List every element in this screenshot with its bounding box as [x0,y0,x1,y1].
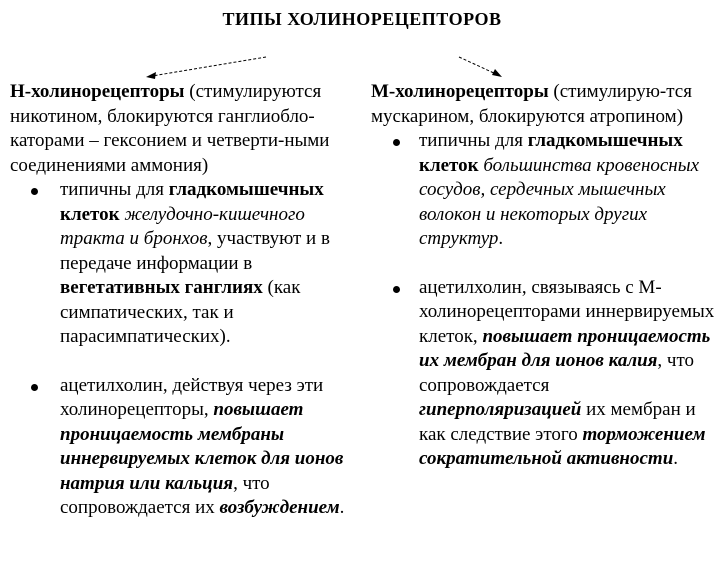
right-arrow-line [459,57,496,74]
m-receptors-name: М-холинорецепторы [371,81,549,102]
m-receptors-column [371,80,716,472]
left-arrow-line [152,57,266,76]
left-arrow-head [146,72,156,79]
right-arrow-head [492,69,502,77]
bullet-icon [31,188,38,195]
m-receptors-heading: М-холинорецепторы (стимулирую-тся мускарином, блокируются атропином) [371,81,692,127]
page-title: ТИПЫ ХОЛИНОРЕЦЕПТОРОВ [222,9,502,29]
bullet-icon [393,286,400,293]
list-item: типичны для гладкомышечных клеток желудочно-кишечного тракта и бронхов, участвуют и в передаче информации в вегетативных ганглиях (как симпатических, так и парасимпатических). [10,178,362,350]
list-item: ацетилхолин, связываясь с М-холинорецепторами иннервируемых клеток, повышает проницаемость их мембран для ионов калия, что сопровождается гиперполяризацией их мембран и как следствие этого торможением сократительной активности. [371,276,716,472]
list-item: ацетилхолин, действуя через эти холинорецепторы, повышает проницаемость мембраны иннервируемых клеток для ионов натрия или кальция, что сопровождается их возбуждением. [10,374,362,521]
list-item: типичны для гладкомышечных клеток большинства кровеносных сосудов, сердечных мышечных волокон и некоторых других структур. [371,129,716,252]
bullet-icon [31,384,38,391]
n-receptors-column [10,80,362,521]
n-receptors-name: Н-холинорецепторы [10,81,185,102]
n-receptors-heading: Н-холинорецепторы (стимулируются никотином, блокируются ганглиобло-каторами – гексонием и четверти-ными соединениями аммония) [10,81,330,176]
bullet-icon [393,139,400,146]
